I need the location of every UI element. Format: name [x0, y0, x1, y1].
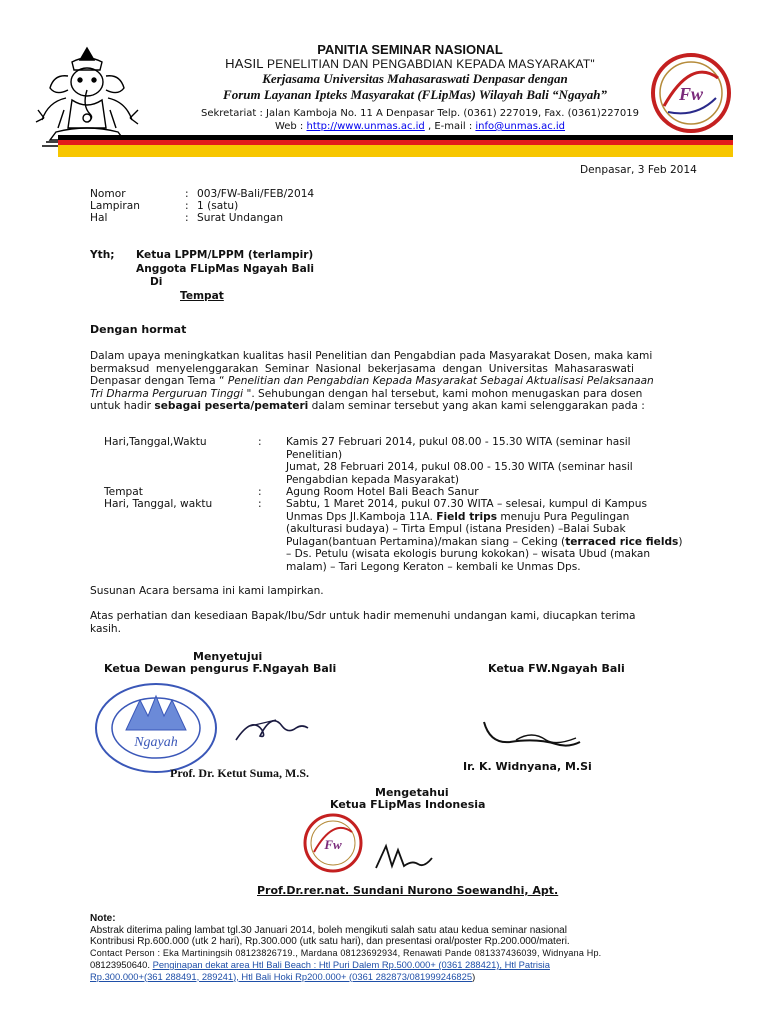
schedule-bold: terraced rice fields [565, 535, 679, 548]
stamp-center-text: Ngayah [134, 735, 178, 750]
note-line [90, 959, 690, 971]
lodging-link-cont[interactable]: Rp.300.000+(361 288491, 289241), Htl Bali Hoki Rp200.000+ (0361 282873/081999246825 [90, 970, 473, 982]
schedule-line: Jumat, 28 Februari 2014, pukul 08.00 - 15.30 WITA (seminar hasil [286, 461, 633, 474]
note-line [90, 971, 690, 983]
schedule-line: Penelitian) [286, 448, 343, 461]
schedule-line: (akulturasi budaya) – Tirta Empul (istana Presiden) –Balai Subak [286, 523, 626, 536]
note-line: Contact Person : Eka Martiningsih 08123826719., Mardana 08123692934, Renawati Pande 081337436039, Widnyana Hp. [90, 947, 602, 958]
schedule-line [286, 535, 683, 549]
center-signature [372, 840, 442, 874]
meta-label-lampiran: Lampiran [90, 200, 140, 212]
schedule-value-1 [286, 436, 686, 486]
meta-colon: : [185, 200, 189, 212]
left-signature [232, 706, 312, 746]
schedule-label-1: Hari,Tanggal,Waktu [104, 436, 207, 448]
header-italic-line1: Kerjasama Universitas Mahasaraswati Denpasar dengan [262, 71, 568, 86]
header-stripe-yellow [58, 145, 733, 157]
theme-italic: Penelitian dan Pengabdian Kepada Masyarakat Sebagai Aktualisasi Pelaksanaan [227, 375, 654, 388]
schedule-text: Unmas Dps Jl.Kamboja 11A. [286, 510, 437, 523]
schedule-line: Sabtu, 1 Maret 2014, pukul 07.30 WITA – selesai, kumpul di Kampus [286, 498, 647, 510]
website-link[interactable]: http://www.unmas.ac.id [306, 121, 425, 132]
meta-colon: : [185, 188, 189, 200]
note-section [90, 913, 690, 982]
ganesha-logo [28, 40, 146, 150]
schedule-line: Kamis 27 Februari 2014, pukul 08.00 - 15.30 WITA (seminar hasil [286, 436, 631, 448]
para-text: dalam seminar tersebut yang akan kami selenggarakan pada : [308, 400, 645, 413]
para-line: Dalam upaya meningkatkan kualitas hasil Penelitian dan Pengabdian pada Masyarakat Dosen, maka kami [90, 350, 653, 362]
email-prefix: , E-mail : [424, 121, 476, 132]
right-signatory-name: Ir. K. Widnyana, M.Si [463, 760, 592, 773]
theme-italic: Tri Dharma Perguruan Tinggi [90, 387, 244, 400]
yth-label: Yth; [90, 249, 115, 261]
para-line [90, 375, 682, 388]
meta-label-hal: Hal [90, 212, 108, 224]
schedule-text: ) [678, 535, 683, 548]
meta-label-nomor: Nomor [90, 188, 126, 200]
lodging-link[interactable]: Penginapan dekat area Htl Bali Beach : Htl Puri Dalem Rp.500.000+ (0361 288421), Htl Patrisia [152, 959, 550, 970]
meta-value-hal: Surat Undangan [197, 212, 284, 224]
schedule-line: Pengabdian kepada Masyarakat) [286, 473, 459, 486]
para-bold: sebagai peserta/pemateri [154, 400, 309, 413]
header-subtitle-prefix: HASIL [225, 56, 268, 71]
logo-text: Fw [678, 84, 704, 104]
schedule-colon: : [258, 436, 262, 448]
center-signatory-name: Prof.Dr.rer.nat. Sundani Nurono Soewandhi, Apt. [257, 884, 559, 897]
header-web [160, 121, 680, 132]
meta-colon: : [185, 212, 189, 224]
note-phone: 08123950640. [90, 959, 153, 970]
note-line: Kontribusi Rp.600.000 (utk 2 hari), Rp.300.000 (utk satu hari), dan presentasi oral/poster Rp.200.000/materi. [90, 936, 570, 947]
mengetahui-label: Mengetahui [375, 786, 449, 799]
meta-value-lampiran: 1 (satu) [197, 200, 239, 212]
meta-value-nomor: 003/FW-Bali/FEB/2014 [197, 188, 315, 200]
closing-line: kasih. [90, 622, 121, 635]
left-signatory-title: Ketua Dewan pengurus F.Ngayah Bali [104, 662, 337, 675]
schedule-line: – Ds. Petulu (wisata ekologis burung kokokan) – wisata Ubud (makan [286, 548, 651, 561]
para-line [90, 388, 682, 401]
para-text: Denpasar dengan Tema “ [90, 375, 228, 388]
note-text: ) [472, 970, 476, 982]
susunan-line: Susunan Acara bersama ini kami lampirkan. [90, 585, 324, 597]
para-text: untuk hadir [90, 400, 155, 413]
email-link[interactable]: info@unmas.ac.id [475, 121, 566, 132]
recipient-line1: Ketua LPPM/LPPM (terlampir) [136, 249, 314, 261]
menyetujui-label: Menyetujui [193, 650, 263, 663]
schedule-value-2: Agung Room Hotel Bali Beach Sanur [286, 486, 479, 498]
recipient-line2: Anggota FLipMas Ngayah Bali [136, 263, 315, 275]
flipmas-logo-center [300, 810, 366, 876]
header-subtitle [170, 56, 650, 71]
schedule-text: menuju Pura Pegulingan [497, 510, 630, 523]
schedule-label-2: Tempat [104, 486, 143, 498]
schedule-line [286, 511, 672, 524]
center-signatory-title: Ketua FLipMas Indonesia [330, 798, 486, 811]
right-signature [476, 714, 586, 754]
header-title: PANITIA SEMINAR NASIONAL [317, 42, 503, 57]
logo-text: Fw [324, 837, 342, 852]
schedule-colon: : [258, 486, 262, 498]
right-signatory-title: Ketua FW.Ngayah Bali [488, 662, 625, 675]
greeting: Dengan hormat [90, 323, 187, 336]
body-paragraph [90, 350, 682, 413]
para-text: ". Sehubungan dengan hal tersebut, kami mohon menugaskan para dosen [243, 387, 643, 400]
schedule-label-3: Hari, Tanggal, waktu [104, 498, 213, 510]
schedule-text: Pulagan(bantuan Pertamina)/makan siang – Ceking ( [286, 535, 566, 548]
header-subtitle-rest: PENELITIAN DAN PENGABDIAN KEPADA MASYARAKAT" [267, 57, 595, 71]
header-sekretariat: Sekretariat : Jalan Kamboja No. 11 A Denpasar Telp. (0361) 227019, Fax. (0361)227019 [200, 108, 640, 119]
header-italic-line2: Forum Layanan Ipteks Masyarakat (FLipMas) Wilayah Bali “Ngayah” [223, 87, 607, 102]
schedule-colon: : [258, 498, 262, 510]
recipient-di: Di [150, 276, 163, 288]
schedule-bold: Field trips [436, 510, 497, 523]
schedule-value-3 [286, 498, 683, 574]
closing-paragraph [90, 610, 682, 635]
para-line [90, 400, 682, 413]
para-line: bermaksud menyelenggarakan Seminar Nasional bekerjasama dengan Universitas Mahasaraswati [90, 362, 634, 375]
schedule-line: malam) – Tari Legong Keraton – kembali ke Unmas Dps. [286, 560, 581, 573]
recipient-tempat: Tempat [180, 290, 224, 302]
note-line: Abstrak diterima paling lambat tgl.30 Januari 2014, boleh mengikuti salah satu atau kedua seminar nasional [90, 924, 567, 936]
web-prefix: Web : [274, 121, 307, 132]
left-signatory-name: Prof. Dr. Ketut Suma, M.S. [170, 766, 309, 780]
closing-line: Atas perhatian dan kesediaan Bapak/Ibu/Sdr untuk hadir memenuhi undangan kami, diucapkan terima [90, 610, 636, 622]
flipmas-logo-right [646, 48, 736, 138]
ngayah-stamp [92, 680, 220, 776]
letter-date: Denpasar, 3 Feb 2014 [580, 164, 697, 176]
note-label: Note: [90, 913, 116, 924]
